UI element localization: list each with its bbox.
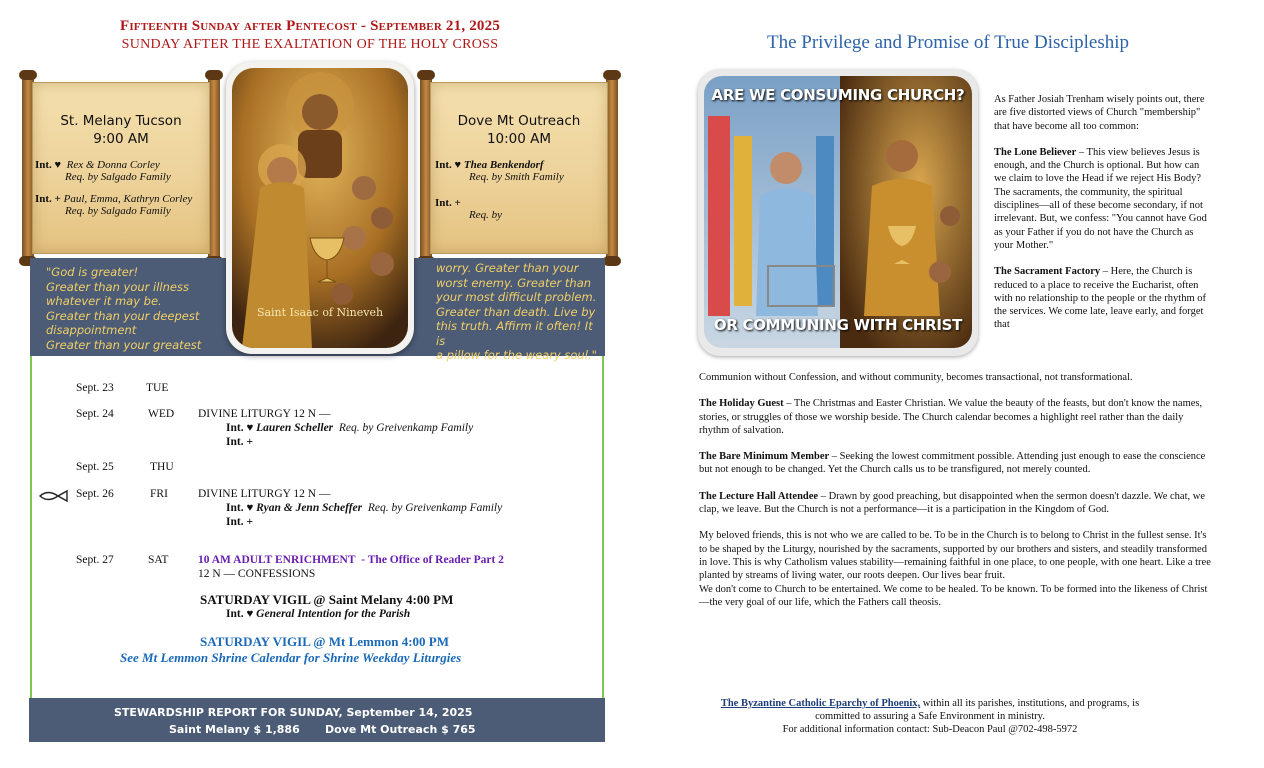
schedule-date: Sept. 26 [76, 488, 114, 500]
stewardship-title: STEWARDSHIP REPORT FOR SUNDAY, September 14, 2025 [114, 706, 473, 719]
schedule-day: WED [148, 408, 175, 420]
shrine-calendar-note: See Mt Lemmon Shrine Calendar for Shrine Weekday Liturgies [120, 650, 462, 665]
schedule-day: THU [150, 461, 174, 473]
stewardship-dove-mt: Dove Mt Outreach $ 765 [325, 723, 476, 736]
schedule-date: Sept. 23 [76, 382, 114, 394]
intention-2-requester: Req. by Salgado Family [65, 205, 171, 217]
scroll-st-melany [20, 78, 222, 262]
article-narrow-column [994, 93, 1212, 332]
sacrament-factory-continued: Communion without Confession, and without community, becomes transactional, not transformational. [699, 372, 1133, 383]
adult-enrichment-event: 10 AM ADULT ENRICHMENT - The Office of Reader Part 2 [198, 554, 504, 566]
article-wide-column [699, 371, 1211, 609]
vigil-intention: Int. ♥ General Intention for the Parish [226, 608, 411, 620]
schedule-date: Sept. 25 [76, 461, 114, 473]
service-time: 9:00 AM [93, 131, 149, 147]
intention-2: Int. + Paul, Emma, Kathryn Corley [35, 193, 193, 205]
image-banner-bottom: OR COMMUNING WITH CHRIST [713, 316, 963, 334]
quote-right-column: worry. Greater than your worst enemy. Greater than your most difficult problem. Greater than death. Live by this truth. Affirm it often! It is a pillow for the weary soul." [436, 261, 597, 362]
church-shopping-illustration [704, 76, 972, 348]
stewardship-report [29, 698, 605, 742]
icon-caption: Saint Isaac of Nineveh [256, 306, 384, 319]
consuming-vs-communing-image [698, 70, 978, 356]
holiday-guest-paragraph: The Holiday Guest – The Christmas and Easter Christian. We value the beauty of the feasts, but don't know the names, stories, or struggles of those we worship beside. The Church calendar becomes a highlight reel rather than the daily rhythm of salvation. [699, 398, 1203, 436]
saint-icon-image [226, 62, 414, 354]
schedule-intention: Int. ♥ Lauren Scheller Req. by Greivenkamp Family [226, 422, 474, 434]
feast-subtitle: SUNDAY AFTER THE EXALTATION OF THE HOLY CROSS [121, 37, 499, 52]
scroll-dove-mt [418, 78, 620, 262]
lecture-hall-paragraph: The Lecture Hall Attendee – Drawn by good preaching, but disappointed when the sermon doesn't dazzle. We chat, we clap, we leave. But the Church is not a performance—it is a participation in the Kingdom of God. [699, 490, 1206, 516]
article-title: The Privilege and Promise of True Discipleship [766, 32, 1130, 53]
schedule-intention-2: Int. + [226, 516, 254, 528]
weekly-schedule [30, 356, 604, 698]
closing-paragraph-2: We don't come to Church to be entertained. We come to be healed. To be known. To be formed into the likeness of Christ—the very goal of our life, which the Fathers call theosis. [699, 583, 1208, 608]
bare-minimum-paragraph: The Bare Minimum Member – Seeking the lowest commitment possible. Attending just enough to ease the conscience but not enough to be changed. Yet the Church calls us to be transfigured, not merely counted. [699, 451, 1206, 476]
schedule-date: Sept. 27 [76, 554, 114, 566]
intention-1-requester: Req. by Salgado Family [65, 171, 171, 183]
fish-icon [38, 489, 70, 506]
sacrament-factory-paragraph: The Sacrament Factory – Here, the Church is reduced to a place to receive the Eucharist, often with no relationship to the people or the rhythm of the services. We come late, leave early, and forget that [994, 266, 1206, 331]
schedule-day: FRI [150, 488, 168, 500]
schedule-event: DIVINE LITURGY 12 N — [198, 408, 331, 420]
closing-paragraph: My beloved friends, this is not who we are called to be. To be in the Church is to belong to Christ in the fullest sense. It's to be shaped by the Liturgy, nourished by the sacraments, supported by our brothers and sisters, and steadily transformed in love. This is why Catholism values stability—remaining faithful in one place, to one people, with one heart. Like a tree planted by streams of living water, our roots deepen. Our lives bear fruit. [699, 530, 1211, 582]
parish-name: Dove Mt Outreach [457, 113, 581, 129]
intention-1: Int. ♥ Thea Benkendorf [435, 159, 544, 171]
confessions-event: 12 N — CONFESSIONS [198, 568, 316, 580]
vigil-st-melany: SATURDAY VIGIL @ Saint Melany 4:00 PM [200, 592, 454, 607]
article-intro: As Father Josiah Trenham wisely points out, there are five distorted views of Church "membership" that have become all too common: [994, 94, 1205, 132]
vigil-mt-lemmon: SATURDAY VIGIL @ Mt Lemmon 4:00 PM [200, 634, 449, 649]
schedule-day: SAT [148, 554, 169, 566]
image-banner-top: ARE WE CONSUMING CHURCH? [711, 86, 965, 104]
intention-2: Int. + [435, 197, 461, 209]
schedule-event: DIVINE LITURGY 12 N — [198, 488, 331, 500]
stewardship-st-melany: Saint Melany $ 1,886 [169, 723, 300, 736]
schedule-intention-2: Int. + [226, 436, 254, 448]
service-time: 10:00 AM [486, 131, 552, 147]
lone-believer-paragraph: The Lone Believer – This view believes Jesus is enough, and the Church is optional. But how can we claim to love the Head if we reject His Body? The sacraments, the community, the spiritual disciplines—all of these become secondary, if not irrelevant. But, we confess: "You cannot have God as your Father if you do not have the Church as your Mother." [994, 146, 1207, 251]
eparchy-link[interactable]: The Byzantine Catholic Eparchy of Phoenix, [720, 698, 921, 709]
safe-environment-footer: The Byzantine Catholic Eparchy of Phoenix, within all its parishes, institutions, and programs, is committed to assuring a Safe Environment in ministry. For additional information contact: Sub-Deacon Paul @702-498-5972 [720, 698, 1140, 735]
parish-name: St. Melany Tucson [60, 113, 182, 129]
intention-2-requester: Req. by [469, 209, 502, 221]
schedule-date: Sept. 24 [76, 408, 114, 420]
schedule-day: TUE [146, 382, 169, 394]
schedule-intention: Int. ♥ Ryan & Jenn Scheffer Req. by Greivenkamp Family [226, 502, 503, 514]
bulletin-date-heading: Fifteenth Sunday after Pentecost - September 21, 2025 [119, 18, 501, 34]
quote-left-column: "God is greater! Greater than your illness whatever it may be. Greater than your deepest disappointment Greater than your greatest [46, 265, 202, 352]
intention-1-requester: Req. by Smith Family [469, 171, 564, 183]
intention-1: Int. ♥ Rex & Donna Corley [35, 159, 160, 171]
